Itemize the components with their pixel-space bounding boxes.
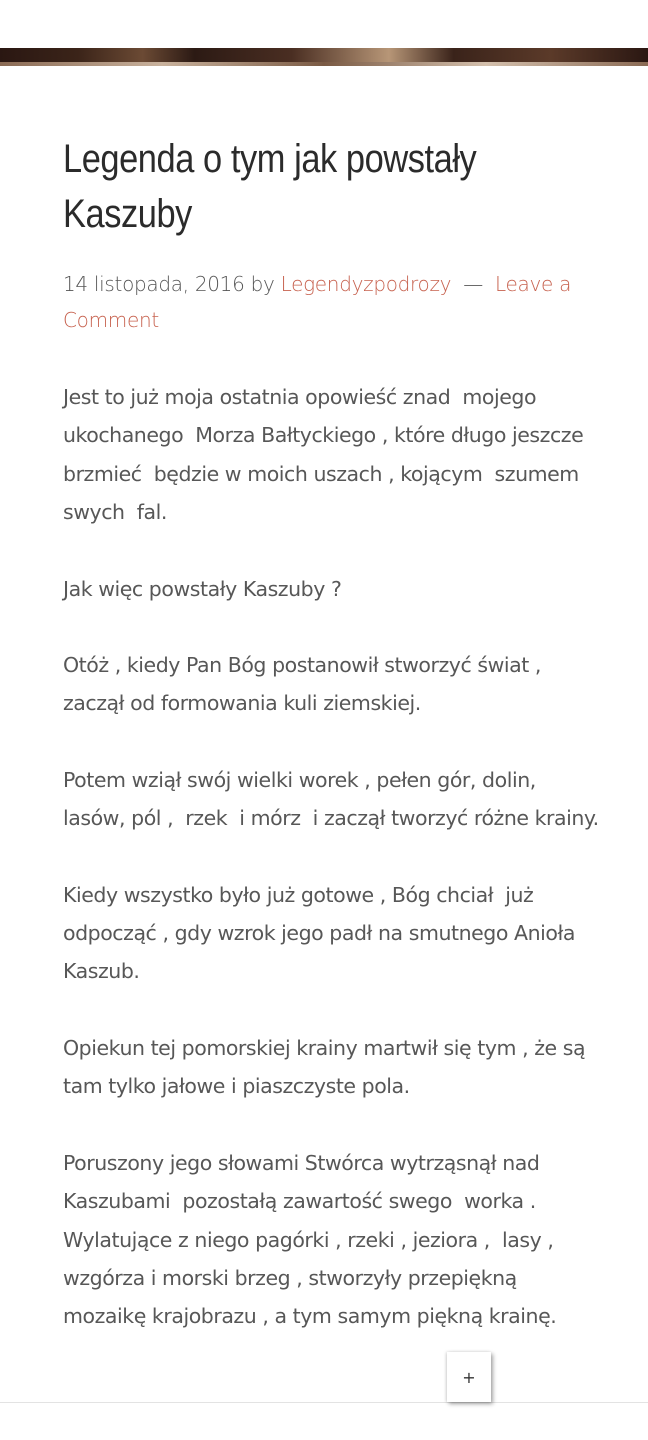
header-image [0, 48, 648, 66]
paragraph: Jest to już moja ostatnia opowieść znad mojego ukochanego Morza Bałtyckiego , które długo jeszcze brzmieć będzie w moich uszach , kojącym szumem swych fal. [63, 385, 596, 525]
bottom-divider [0, 1402, 648, 1403]
post-by: by [250, 272, 275, 296]
top-bar [0, 0, 648, 48]
post-meta [63, 266, 603, 338]
article [63, 132, 603, 1374]
expand-button[interactable]: + [447, 1352, 491, 1402]
leave-comment-link[interactable]: Leave a Comment [63, 272, 572, 332]
paragraph: Kiedy wszystko było już gotowe , Bóg chciał już odpocząć , gdy wzrok jego padł na smutnego Anioła Kaszub. [63, 882, 588, 984]
paragraph: Otóż , kiedy Pan Bóg postanowił stworzyć świat , zaczął od formowania kuli ziemskiej. [63, 653, 548, 716]
paragraph: Opiekun tej pomorskiej krainy martwił się tym , że są tam tylko jałowe i piaszczyste pola. [63, 1035, 592, 1099]
post-date: 14 listopada, 2016 [63, 272, 245, 296]
meta-separator: — [463, 272, 483, 296]
paragraph: Jak więc powstały Kaszuby ? [63, 576, 342, 601]
post-content [63, 378, 603, 1336]
paragraph: Potem wziął swój wielki worek , pełen gór, dolin, lasów, pól , rzek i mórz i zaczął tworzyć różne krainy. [63, 767, 599, 831]
paragraph: Poruszony jego słowami Stwórca wytrząsnął nad Kaszubami pozostałą zawartość swego worka . Wylatujące z niego pagórki , rzeki , jeziora , lasy , wzgórza i morski brzeg , stworzyły przepiękną mozaikę krajobrazu , a tym samym piękną krainę. [63, 1150, 560, 1329]
author-link[interactable]: Legendyzpodrozy [280, 272, 452, 296]
post-title: Legenda o tym jak powstały Kaszuby [63, 137, 477, 236]
